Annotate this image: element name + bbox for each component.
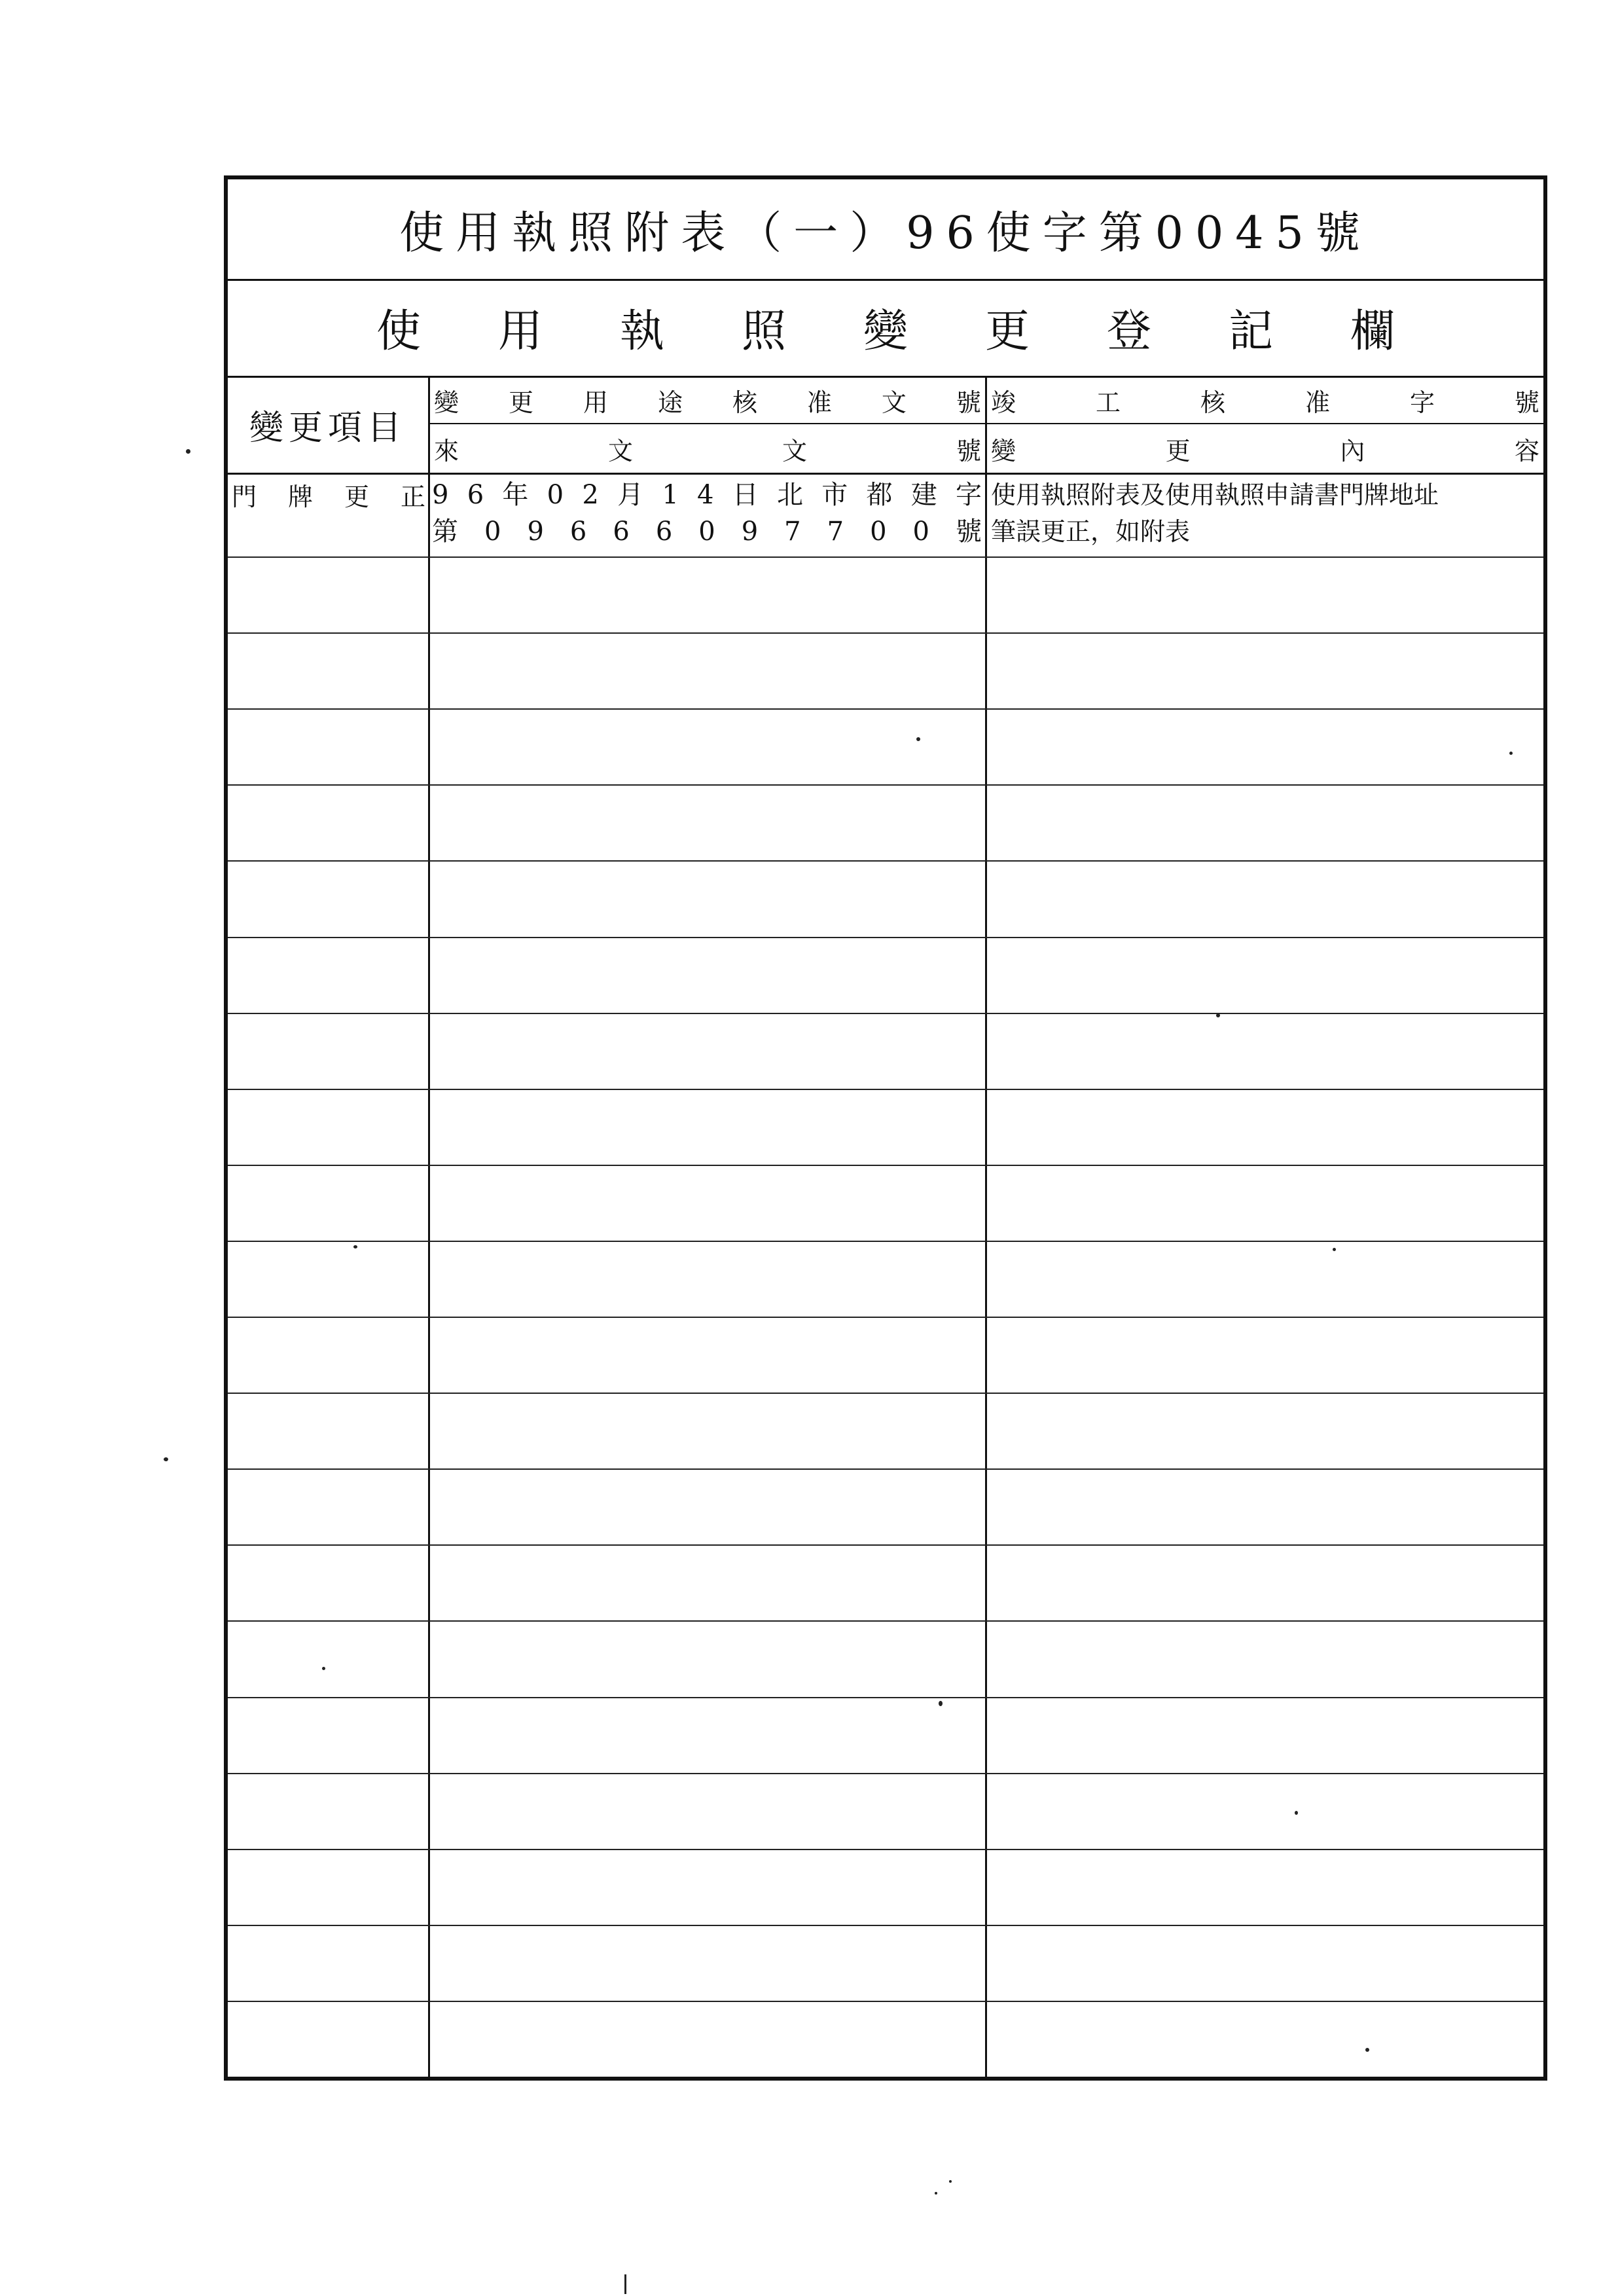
scan-speck	[353, 1245, 357, 1248]
row-divider	[228, 860, 1543, 862]
usage-license-change-form	[224, 175, 1547, 2081]
row-divider	[228, 1697, 1543, 1698]
form-subtitle-row	[228, 279, 1543, 378]
row-divider	[228, 1849, 1543, 1850]
row-change-content	[991, 477, 1541, 550]
header-change-item: 變更項目	[249, 408, 406, 448]
scan-speck	[916, 737, 920, 741]
row-divider	[228, 1773, 1543, 1774]
row-divider	[228, 2001, 1543, 2002]
header-approval-doc-no: 變 更 用 途 核 准 文 號	[434, 388, 981, 417]
scan-speck	[322, 1667, 325, 1670]
scan-speck	[1365, 2048, 1369, 2052]
row-change-item: 門 牌 更 正	[232, 483, 425, 511]
scan-speck	[186, 449, 190, 454]
row-divider	[228, 708, 1543, 710]
row-divider	[228, 1620, 1543, 1622]
row-divider	[228, 556, 1543, 558]
scan-speck	[1509, 752, 1513, 755]
scan-speck	[1333, 1248, 1336, 1251]
row-divider	[228, 1925, 1543, 1926]
row-divider	[228, 1317, 1543, 1318]
row-content-line-1: 使用執照附表及使用執照申請書門牌地址	[991, 481, 1439, 509]
scan-speck	[624, 2274, 626, 2294]
form-subtitle: 使用執照變更登記欄	[376, 305, 1472, 357]
row-divider	[228, 1165, 1543, 1166]
header-completion-no: 竣 工 核 准 字 號	[991, 388, 1539, 417]
form-title: 使用執照附表（一）96使字第0045號	[399, 207, 1372, 259]
form-title-row	[228, 179, 1543, 281]
row-divider	[228, 784, 1543, 786]
scan-speck	[949, 2180, 952, 2183]
scan-speck	[1216, 1013, 1220, 1017]
row-divider	[228, 1089, 1543, 1090]
row-divider	[228, 937, 1543, 938]
row-content-line-2: 筆誤更正，如附表	[991, 517, 1191, 546]
scan-speck	[939, 1701, 943, 1706]
table-header	[228, 376, 1543, 475]
row-doc-line-1: 9 6 年 0 2 月 1 4 日 北 市 都 建 字	[432, 480, 982, 510]
scan-speck	[164, 1457, 168, 1461]
header-incoming-doc-no: 來 文 文 號	[434, 436, 981, 465]
column-divider-2	[985, 376, 987, 2077]
row-divider	[228, 632, 1543, 634]
scan-speck	[935, 2192, 937, 2195]
row-divider	[228, 1013, 1543, 1014]
row-divider	[228, 1468, 1543, 1470]
table-row	[228, 473, 1543, 556]
row-doc-number	[432, 477, 982, 550]
row-divider	[228, 1544, 1543, 1546]
row-divider	[228, 1241, 1543, 1242]
header-change-content: 變 更 內 容	[991, 436, 1539, 465]
row-doc-line-2: 第 0 9 6 6 6 0 9 7 7 0 0 號	[432, 517, 982, 547]
row-divider	[228, 1393, 1543, 1394]
scan-speck	[1295, 1811, 1298, 1815]
column-divider-1	[428, 376, 430, 2077]
